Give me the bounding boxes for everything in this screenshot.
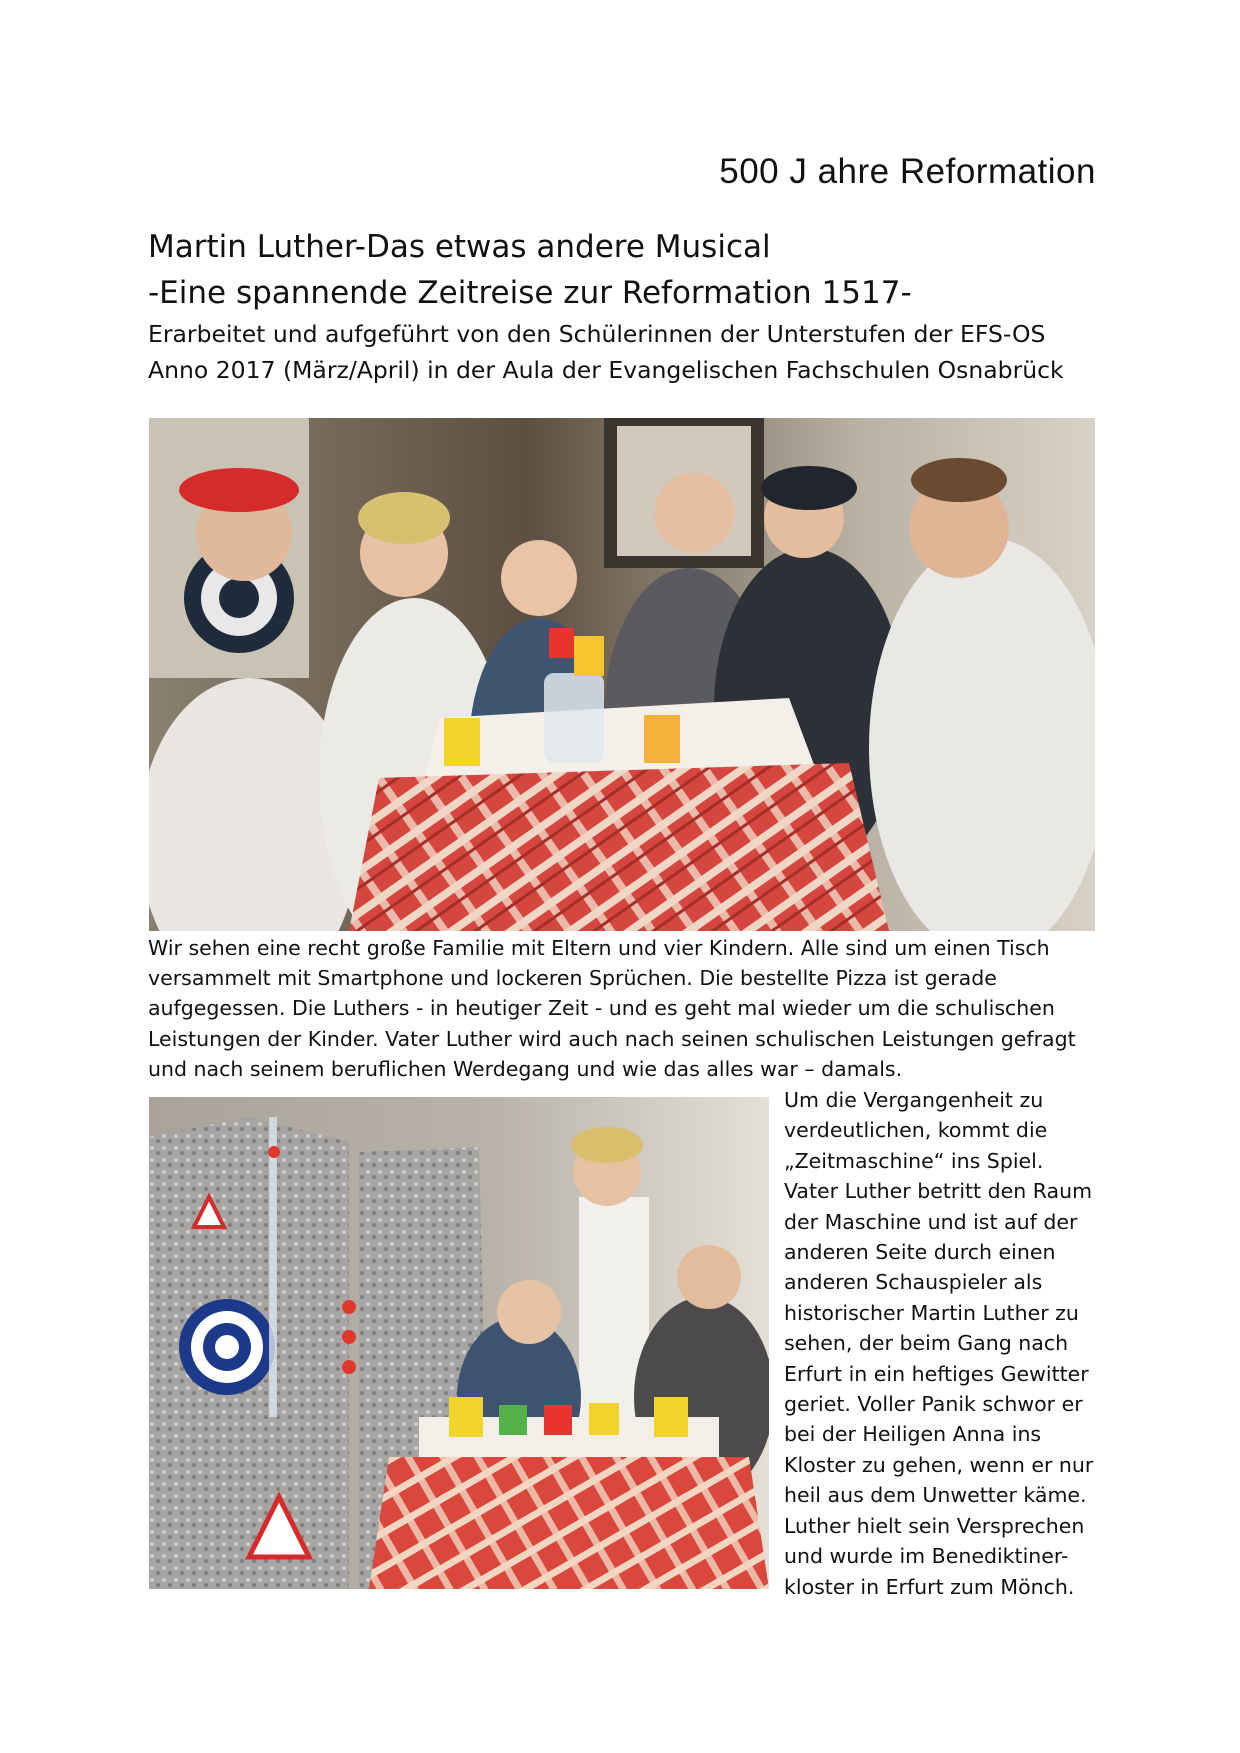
caption-line: aufgegessen. Die Luthers - in heutiger Zeit - und es geht mal wieder um die schulischen [148,996,1055,1021]
side-text-line: geriet. Voller Panik schwor er [784,1392,1083,1417]
article-subtitle-line: Anno 2017 (März/April) in der Aula der Evangelischen Fachschulen Osnabrück [148,356,1064,384]
side-text-line: verdeutlichen, kommt die [784,1118,1048,1143]
side-text-line: historischer Martin Luther zu [784,1300,1079,1325]
page-header-title: 500 J ahre Reformation [719,152,1096,191]
caption-line: und nach seinem beruflichen Werdegang und wie das alles war – damals. [148,1056,903,1081]
side-text-line: Luther hielt sein Versprechen [784,1513,1085,1538]
caption-line: versammelt mit Smartphone und lockeren Sprüchen. Die bestellte Pizza ist gerade [148,966,997,991]
side-text-line: sehen, der beim Gang nach [784,1331,1069,1356]
caption-line: Leistungen der Kinder. Vater Luther wird auch nach seinen schulischen Leistungen gefragt [148,1026,1076,1051]
side-text-line: Erfurt in ein heftiges Gewitter [784,1361,1089,1386]
article-title-block [148,224,1108,388]
family-table-photo [149,418,1095,931]
photo-caption [148,933,1108,1084]
side-text-line: Kloster zu gehen, wenn er nur [784,1452,1094,1477]
side-text-line: Vater Luther betritt den Raum [784,1179,1093,1204]
side-text-line: der Maschine und ist auf der [784,1209,1078,1234]
side-text-line: bei der Heiligen Anna ins [784,1422,1042,1447]
side-text-line: anderen Schauspieler als [784,1270,1043,1295]
side-text-line: heil aus dem Unwetter käme. [784,1483,1087,1508]
side-text-line: und wurde im Benediktiner- [784,1544,1069,1569]
article-title-line: -Eine spannende Zeitreise zur Reformation 1517- [148,275,912,311]
side-text-line: Um die Vergangenheit zu [784,1088,1044,1112]
article-title-line: Martin Luther-Das etwas andere Musical [148,229,771,265]
side-text-line: kloster in Erfurt zum Mönch. [784,1574,1075,1599]
article-subtitle-line: Erarbeitet und aufgeführt von den Schülerinnen der Unterstufen der EFS-OS [148,320,1046,348]
side-text-line: „Zeitmaschine“ ins Spiel. [784,1148,1044,1173]
side-text-line: anderen Seite durch einen [784,1240,1056,1265]
caption-line: Wir sehen eine recht große Familie mit Eltern und vier Kindern. Alle sind um einen Tisch [148,936,1050,960]
time-machine-photo [149,1097,769,1589]
side-article-text [784,1085,1094,1602]
